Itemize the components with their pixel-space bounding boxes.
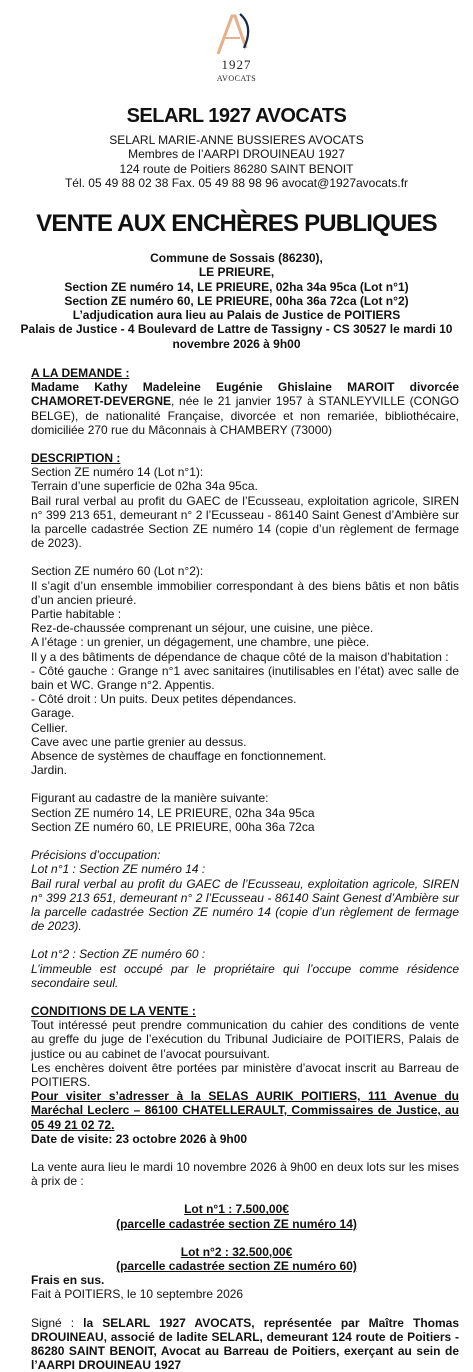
- fees-note: Frais en sus.: [31, 1273, 105, 1288]
- occupation-lot2-title: Lot n°2 : Section ZE numéro 60 :: [31, 947, 206, 962]
- firm-detail-line: Membres de l’AARPI DROUINEAU 1927: [128, 147, 345, 162]
- demande-paragraph: [14, 380, 459, 437]
- sale-title: VENTE AUX ENCHÈRES PUBLIQUES: [36, 210, 437, 237]
- lot2-price: Lot n°2 : 32.500,00€: [180, 1244, 293, 1259]
- signature-prefix: Signé :: [31, 1315, 84, 1330]
- description-line: Garage.: [31, 706, 75, 721]
- requester-name: Madame Kathy Madeleine Eugénie Ghislaine MAROIT divorcée CHAMORET-DEVERGNE: [31, 380, 459, 409]
- lot1-price: Lot n°1 : 7.500,00€: [184, 1202, 289, 1217]
- occupation-lot2-text: L’immeuble est occupé par le propriétaire qui l’occupe comme résidence secondaire seul.: [31, 961, 459, 990]
- sale-line: Palais de Justice - 4 Boulevard de Lattre de Tassigny - CS 30527 le mardi 10 novembre 2026 à 9h00: [20, 322, 453, 351]
- description-line: Absence de systèmes de chauffage en fonctionnement.: [31, 749, 327, 764]
- description-line: Bail rural verbal au profit du GAEC de l’Ecusseau, exploitation agricole, SIREN n° 399 213 651, demeurant n° 2 l’Ecusseau - 86140 Saint Genest d’Ambière sur la parcelle cadastrée Section ZE numéro 14 (copie d’un règlement de fermage de 2023).: [31, 493, 459, 551]
- description-line: - Côté gauche : Grange n°1 avec sanitaires (inutilisables en l’état) avec salle de bain et WC. Grange n°2. Appentis.: [31, 663, 459, 693]
- logo-subtitle: AVOCATS: [216, 74, 257, 83]
- description-line: Rez-de-chaussée comprenant un séjour, une cuisine, une pièce.: [31, 621, 374, 636]
- cadastre-line: Section ZE numéro 14, LE PRIEURE, 02ha 34a 95ca: [31, 805, 315, 820]
- description-line: Section ZE numéro 14 (Lot n°1):: [31, 465, 204, 480]
- sale-line: LE PRIEURE,: [198, 265, 275, 280]
- description-line: Il s’agit d’un ensemble immobilier correspondant à des biens bâtis et non bâtis d’un ancien prieuré.: [31, 578, 459, 607]
- description-line: Section ZE numéro 60 (Lot n°2):: [31, 564, 204, 579]
- description-line: Cellier.: [31, 720, 68, 735]
- description-line: - Côté droit : Un puits. Deux petites dépendances.: [31, 692, 297, 707]
- visit-info: Pour visiter s’adresser à la SELAS AURIK POITIERS, 111 Avenue du Maréchal Leclerc – 86100 CHATELLERAULT, Commissaires de Justice, au 05 49 21 02 72.: [31, 1089, 459, 1132]
- description-line: Cave avec une partie grenier au dessus.: [31, 734, 247, 749]
- sale-line: Section ZE numéro 14, LE PRIEURE, 02ha 34a 95ca (Lot n°1): [64, 279, 409, 294]
- sale-line: Section ZE numéro 60, LE PRIEURE, 00ha 36a 72ca (Lot n°2): [64, 293, 409, 308]
- description-line: Jardin.: [31, 763, 68, 778]
- logo-year: 1927: [221, 57, 252, 72]
- occupation-heading: Précisions d’occupation:: [31, 848, 161, 863]
- signature: [14, 1316, 459, 1372]
- firm-logo: [0, 6, 473, 84]
- conditions-paragraph: Tout intéressé peut prendre communication du cahier des conditions de vente au greffe du juge de l’exécution du Tribunal Judiciaire de POITIERS, Palais de justice ou au cabinet de l’avocat poursuivant.: [31, 1018, 459, 1061]
- sale-line: L’adjudication aura lieu au Palais de Justice de POITIERS: [72, 308, 401, 323]
- lot2-parcel: (parcelle cadastrée section ZE numéro 60): [116, 1258, 357, 1273]
- firm-detail-line: 124 route de Poitiers 86280 SAINT BENOIT: [119, 161, 354, 176]
- conditions-heading: CONDITIONS DE LA VENTE :: [31, 1003, 196, 1018]
- sale-date-paragraph: La vente aura lieu le mardi 10 novembre 2026 à 9h00 en deux lots sur les mises à prix de :: [31, 1159, 459, 1189]
- requester-details: , née le 21 janvier 1957 à STANLEYVILLE (CONGO BELGE), de nationalité Française, divorcée et non remariée, bibliothécaire, domiciliée 270 rue du Mâconnais à CHAMBERY (73000): [31, 394, 459, 437]
- place-date: Fait à POITIERS, le 10 septembre 2026: [31, 1287, 244, 1302]
- description-line: Il y a des bâtiments de dépendance de chaque côté de la maison d’habitation :: [31, 649, 449, 664]
- signature-text: la SELARL 1927 AVOCATS, représentée par Maître Thomas DROUINEAU, associé de ladite SELARL, demeurant 124 route de Poitiers - 86280 SAINT BENOIT, Avocat au Barreau de Poitiers, exerçant au sein de l’AARPI DROUINEAU 1927: [31, 1315, 459, 1372]
- sale-line: Commune de Sossais (86230),: [150, 251, 323, 265]
- description-line: Terrain d’une superficie de 02ha 34a 95ca.: [31, 479, 258, 494]
- description-line: Partie habitable :: [31, 607, 122, 622]
- occupation-lot1-text: Bail rural verbal au profit du GAEC de l’Ecusseau, exploitation agricole, SIREN n° 399 213 651, demeurant n° 2 l’Ecusseau - 86140 Saint Genest d’Ambière sur la parcelle cadastrée Section ZE numéro 14 (copie d’un règlement de fermage de 2023).: [31, 876, 459, 934]
- occupation-lot1-title: Lot n°1 : Section ZE numéro 14 :: [31, 862, 206, 877]
- conditions-paragraph: Les enchères doivent être portées par ministère d’avocat inscrit au Barreau de POITIERS.: [31, 1060, 459, 1089]
- cadastre-line: Section ZE numéro 60, LE PRIEURE, 00ha 36a 72ca: [31, 819, 315, 834]
- visit-date: Date de visite: 23 octobre 2026 à 9h00: [31, 1131, 248, 1146]
- demande-heading: A LA DEMANDE :: [31, 366, 130, 380]
- cadastre-line: Figurant au cadastre de la manière suivante:: [31, 791, 269, 806]
- lot1-parcel: (parcelle cadastrée section ZE numéro 14): [116, 1216, 357, 1231]
- notice-body: [14, 366, 459, 1372]
- firm-detail-line: SELARL MARIE-ANNE BUSSIERES AVOCATS: [109, 133, 364, 147]
- logo-mark-icon: [210, 8, 262, 58]
- sale-summary: [16, 251, 457, 351]
- description-heading: DESCRIPTION :: [31, 451, 121, 466]
- firm-name: SELARL 1927 AVOCATS: [126, 105, 347, 127]
- firm-contact-line: Tél. 05 49 88 02 38 Fax. 05 49 88 98 96 avocat@1927avocats.fr: [64, 175, 409, 190]
- description-line: A l’étage : un grenier, un dégagement, une chambre, une pièce.: [31, 635, 370, 650]
- firm-details: [0, 133, 473, 190]
